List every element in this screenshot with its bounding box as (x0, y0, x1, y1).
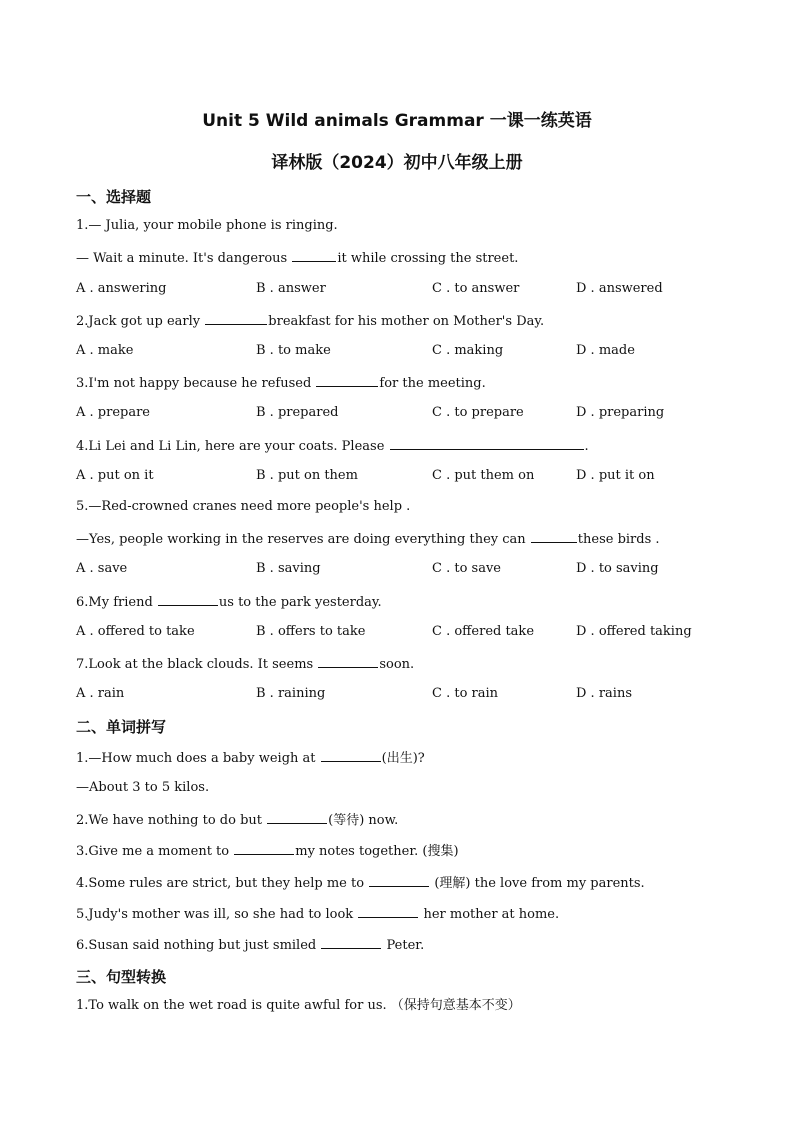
option-b: B . saving (256, 561, 321, 576)
question-7-options (76, 685, 716, 703)
option-b: B . answer (256, 281, 326, 296)
text-after-blank: . (584, 439, 589, 454)
option-d: D . to saving (576, 561, 659, 576)
option-c: C . put them on (432, 468, 535, 483)
answer-blank (321, 748, 381, 762)
option-a: A . answering (76, 281, 167, 296)
option-c: C . to rain (432, 686, 499, 701)
answer-blank (316, 373, 378, 387)
option-d: D . made (576, 343, 635, 358)
option-c: C . to answer (432, 281, 520, 296)
answer-blank (234, 841, 294, 855)
text-after-blank: (理解) the love from my parents. (430, 876, 645, 891)
text-before-blank: 3.Give me a moment to (76, 844, 234, 859)
title-line-2: 译林版（2024）初中八年级上册 (271, 153, 523, 173)
title-line-1: Unit 5 Wild animals Grammar 一课一练英语 (202, 111, 592, 131)
option-c: C . making (432, 343, 504, 358)
question-2-options (76, 342, 716, 360)
option-b: B . to make (256, 343, 331, 358)
transform-question-1: 1.To walk on the wet road is quite awful for us. （保持句意基本不变） (76, 998, 521, 1013)
text-after-blank: for the meeting. (379, 376, 486, 391)
text-after-blank: breakfast for his mother on Mother's Day. (268, 314, 545, 329)
answer-blank (321, 935, 381, 949)
section-heading-choice: 一、选择题 (76, 188, 152, 206)
option-c: C . offered take (432, 624, 535, 639)
question-5-options (76, 560, 716, 578)
spelling-question-6 (76, 935, 424, 955)
answer-blank (205, 311, 267, 325)
text-before-blank: 4.Some rules are strict, but they help me to (76, 876, 369, 891)
text-before-blank: 1.—How much does a baby weigh at (76, 751, 320, 766)
option-a: A . rain (76, 686, 125, 701)
spelling-question-4 (76, 873, 645, 893)
option-b: B . offers to take (256, 624, 366, 639)
spelling-question-2 (76, 810, 398, 830)
question-6-options (76, 623, 716, 641)
option-d: D . put it on (576, 468, 655, 483)
answer-blank (369, 873, 429, 887)
spelling-question-5 (76, 904, 559, 924)
question-1-stem: 1.— Julia, your mobile phone is ringing. (76, 218, 338, 233)
text-after-blank: (出生)? (381, 751, 425, 766)
text-before-blank: 2.Jack got up early (76, 314, 205, 329)
text-before-blank: — Wait a minute. It's dangerous (76, 251, 292, 266)
text-after-blank: my notes together. (搜集) (295, 844, 459, 859)
question-2-stem (76, 311, 544, 331)
option-c: C . to save (432, 561, 501, 576)
answer-blank (390, 436, 584, 450)
question-7-stem (76, 654, 414, 674)
question-4-options (76, 467, 716, 485)
spelling-question-1-reply: —About 3 to 5 kilos. (76, 780, 210, 795)
answer-blank (318, 654, 378, 668)
option-d: D . answered (576, 281, 663, 296)
text-after-blank: Peter. (382, 938, 425, 953)
section-heading-transform: 三、句型转换 (76, 968, 167, 986)
text-before-blank: 6.Susan said nothing but just smiled (76, 938, 321, 953)
text-before-blank: 6.My friend (76, 595, 157, 610)
option-a: A . save (76, 561, 128, 576)
text-after-blank: (等待) now. (328, 813, 399, 828)
text-after-blank: us to the park yesterday. (218, 595, 382, 610)
section-heading-spelling: 二、单词拼写 (76, 718, 167, 736)
option-a: A . offered to take (76, 624, 195, 639)
text-after-blank: these birds . (577, 532, 660, 547)
question-6-stem (76, 592, 382, 612)
text-after-blank: it while crossing the street. (337, 251, 519, 266)
text-before-blank: 3.I'm not happy because he refused (76, 376, 316, 391)
option-b: B . raining (256, 686, 326, 701)
answer-blank (358, 904, 418, 918)
option-a: A . put on it (76, 468, 154, 483)
question-3-stem (76, 373, 486, 393)
option-d: D . offered taking (576, 624, 692, 639)
answer-blank (531, 529, 577, 543)
question-5-stem: 5.—Red-crowned cranes need more people's help . (76, 499, 411, 514)
answer-blank (267, 810, 327, 824)
text-before-blank: 7.Look at the black clouds. It seems (76, 657, 318, 672)
text-before-blank: 2.We have nothing to do but (76, 813, 267, 828)
option-b: B . prepared (256, 405, 339, 420)
question-5-reply (76, 529, 660, 549)
option-c: C . to prepare (432, 405, 524, 420)
text-before-blank: 5.Judy's mother was ill, so she had to look (76, 907, 358, 922)
option-a: A . prepare (76, 405, 150, 420)
text-after-blank: soon. (379, 657, 415, 672)
text-before-blank: 4.Li Lei and Li Lin, here are your coats. Please (76, 439, 389, 454)
text-after-blank: her mother at home. (419, 907, 560, 922)
option-d: D . rains (576, 686, 632, 701)
question-4-stem (76, 436, 589, 456)
option-a: A . make (76, 343, 134, 358)
spelling-question-1 (76, 748, 425, 768)
text-before-blank: —Yes, people working in the reserves are doing everything they can (76, 532, 530, 547)
spelling-question-3 (76, 841, 459, 861)
answer-blank (292, 248, 336, 262)
answer-blank (158, 592, 218, 606)
option-b: B . put on them (256, 468, 358, 483)
question-3-options (76, 404, 716, 422)
question-1-options (76, 280, 716, 298)
option-d: D . preparing (576, 405, 665, 420)
question-1-reply (76, 248, 518, 268)
